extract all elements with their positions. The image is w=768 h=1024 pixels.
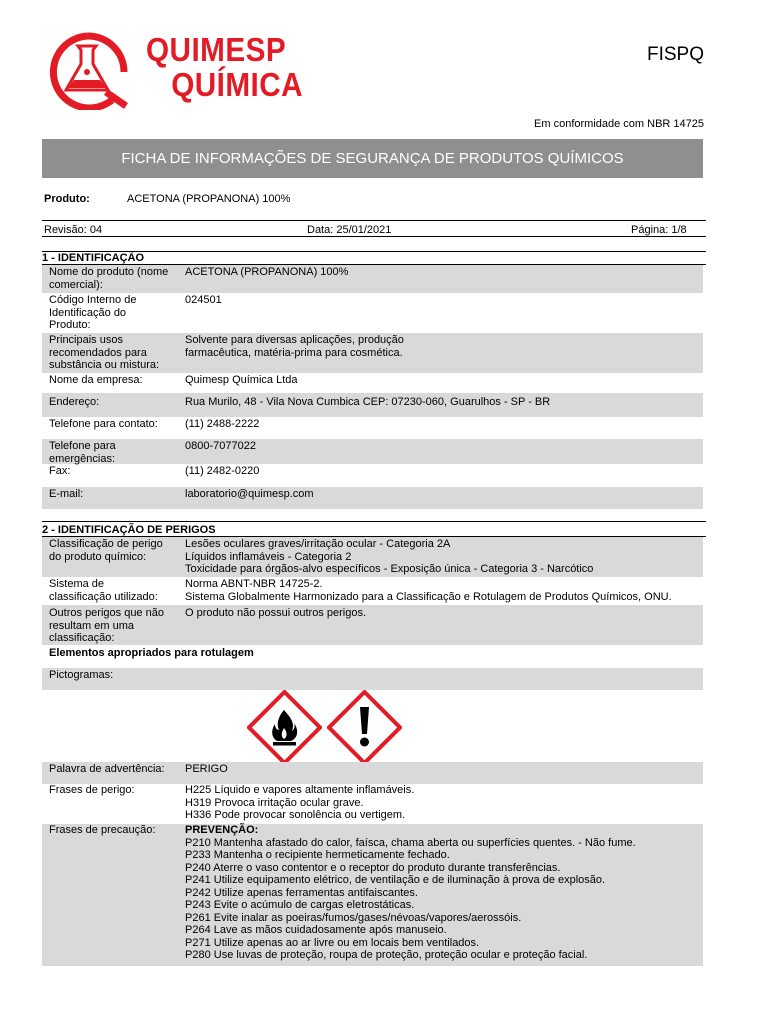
precautionary-statement: P233 Mantenha o recipiente hermeticamente fechado. (185, 849, 450, 861)
system-value: Norma ABNT-NBR 14725-2. Sistema Globalmente Harmonizado para a Classificação e Rotulagem de Produtos Químicos, ONU. (185, 578, 672, 603)
product-label: Produto: (44, 193, 90, 205)
section-2-title: 2 - IDENTIFICAÇÃO DE PERIGOS (42, 524, 216, 536)
flask-logo-icon (38, 30, 138, 110)
identification-label: Nome do produto (nome comercial): (49, 266, 169, 291)
identification-value: Rua Murilo, 48 - Vila Nova Cumbica CEP: 07230-060, Guarulhos - SP - BR (185, 396, 551, 408)
identification-label: Telefone para emergências: (49, 440, 116, 465)
identification-label: Nome da empresa: (49, 374, 143, 386)
revision: Revisão: 04 (44, 224, 103, 236)
identification-value: (11) 2488-2222 (185, 418, 260, 430)
identification-value: (11) 2482-0220 (185, 465, 260, 477)
other-hazards-row (42, 605, 703, 645)
identification-row (42, 293, 703, 333)
logo-wordmark: QUIMESP QUÍMICA (146, 31, 304, 103)
identification-row (42, 487, 703, 509)
flame-pictogram-icon (247, 690, 322, 765)
company-logo (38, 30, 310, 110)
identification-value: ACETONA (PROPANONA) 100% (185, 266, 349, 278)
page-number: Página: 1/8 (631, 224, 687, 236)
precautionary-statements-row (42, 824, 703, 966)
section-1-title: 1 - IDENTIFICAÇÃO (42, 252, 145, 264)
identification-label: E-mail: (49, 488, 84, 500)
identification-value: Solvente para diversas aplicações, produção farmacêutica, matéria-prima para cosmética. (185, 334, 404, 359)
date: Data: 25/01/2021 (307, 224, 392, 236)
system-row (42, 577, 703, 605)
pictograms-label: Pictogramas: (49, 669, 114, 681)
identification-row (42, 373, 703, 393)
document-type: FISPQ (646, 44, 704, 65)
classification-row (42, 537, 703, 577)
precautionary-statement: P264 Lave as mãos cuidadosamente após manuseio. (185, 924, 447, 936)
identification-label: Principais usos recomendados para substância ou mistura: (49, 334, 160, 371)
identification-value: 0800-7077022 (185, 440, 256, 452)
precautionary-statement: P280 Use luvas de proteção, roupa de proteção, proteção ocular e proteção facial. (185, 949, 588, 961)
identification-row (42, 393, 703, 417)
signal-word-value: PERIGO (185, 763, 228, 775)
identification-label: Telefone para contato: (49, 418, 158, 430)
precautionary-statement: P243 Evite o acúmulo de cargas eletrostáticas. (185, 899, 415, 911)
precautionary-statement: P210 Mantenha afastado do calor, faísca, chama aberta ou superfícies quentes. - Não fume. (185, 836, 636, 849)
signal-word-row (42, 762, 703, 784)
divider (42, 236, 706, 237)
product-value: ACETONA (PROPANONA) 100% (127, 193, 291, 205)
precautionary-statement: P241 Utilize equipamento elétrico, de ventilação e de iluminação à prova de explosão. (185, 874, 606, 886)
identification-row (42, 464, 703, 487)
signal-word-label: Palavra de advertência: (49, 763, 165, 775)
precautionary-statement: P271 Utilize apenas ao ar livre ou em locais bem ventilados. (185, 936, 480, 949)
exclamation-pictogram-icon (327, 690, 402, 765)
conformity-note: Em conformidade com NBR 14725 (534, 118, 704, 130)
identification-row (42, 265, 703, 293)
divider (42, 220, 706, 221)
system-label: Sistema de classificação utilizado: (49, 578, 158, 603)
labeling-title: Elementos apropriados para rotulagem (49, 647, 254, 659)
other-hazards-label: Outros perigos que não resultam em uma classificação: (49, 607, 164, 644)
identification-row (42, 333, 703, 373)
document-title: FICHA DE INFORMAÇÕES DE SEGURANÇA DE PRODUTOS QUÍMICOS (42, 139, 703, 178)
precautionary-statement: P242 Utilize apenas ferramentas antifaiscantes. (185, 886, 418, 899)
hazard-statements-value: H225 Líquido e vapores altamente inflamáveis. H319 Provoca irritação ocular grave. H336 Pode provocar sonolência ou vertigem. (185, 784, 415, 821)
identification-value: Quimesp Química Ltda (185, 374, 298, 386)
identification-value[interactable]: laboratorio@quimesp.com (185, 488, 314, 500)
identification-row (42, 417, 703, 439)
pictograms-row (42, 668, 703, 690)
classification-label: Classificação de perigo do produto químico: (49, 538, 163, 563)
identification-value: 024501 (185, 294, 222, 306)
classification-value: Lesões oculares graves/irritação ocular - Categoria 2A Líquidos inflamáveis - Categoria 2 Toxicidade para órgãos-alvo específicos - Exposição única - Categoria 3 - Narcótico (185, 538, 594, 575)
identification-row (42, 439, 703, 464)
precautionary-statement: P240 Aterre o vaso contentor e o receptor do produto durante transferências. (185, 861, 561, 874)
other-hazards-value: O produto não possui outros perigos. (185, 607, 367, 619)
precautionary-statement: P261 Evite inalar as poeiras/fumos/gases/névoas/vapores/aerossóis. (185, 911, 522, 924)
hazard-statements-row (42, 784, 703, 824)
identification-label: Endereço: (49, 396, 100, 408)
identification-label: Código Interno de Identificação do Produto: (49, 294, 137, 331)
divider (42, 521, 706, 522)
identification-label: Fax: (49, 465, 71, 477)
hazard-statements-label: Frases de perigo: (49, 784, 135, 796)
precautionary-value: PREVENÇÃO: P210 Mantenha afastado do calor, faísca, chama aberta ou superfícies quentes. - Não fume. P233 Mantenha o recipiente hermeticamente fechado. P240 Aterre o vaso contentor e o receptor do produto durante transferências. P241 Utilize equipamento elétrico, de ventilação e de iluminação à prova de explosão. P242 Utilize apenas ferramentas antifaiscantes. P243 Evite o acúmulo de cargas eletrostáticas. P261 Evite inalar as poeiras/fumos/gases/névoas/vapores/aerossóis. P264 Lave as mãos cuidadosamente após manuseio. P271 Utilize apenas ao ar livre ou em locais bem ventilados. P280 Use luvas de proteção, roupa de proteção, proteção ocular e proteção facial. (185, 824, 636, 961)
precautionary-label: Frases de precaução: (49, 824, 156, 836)
